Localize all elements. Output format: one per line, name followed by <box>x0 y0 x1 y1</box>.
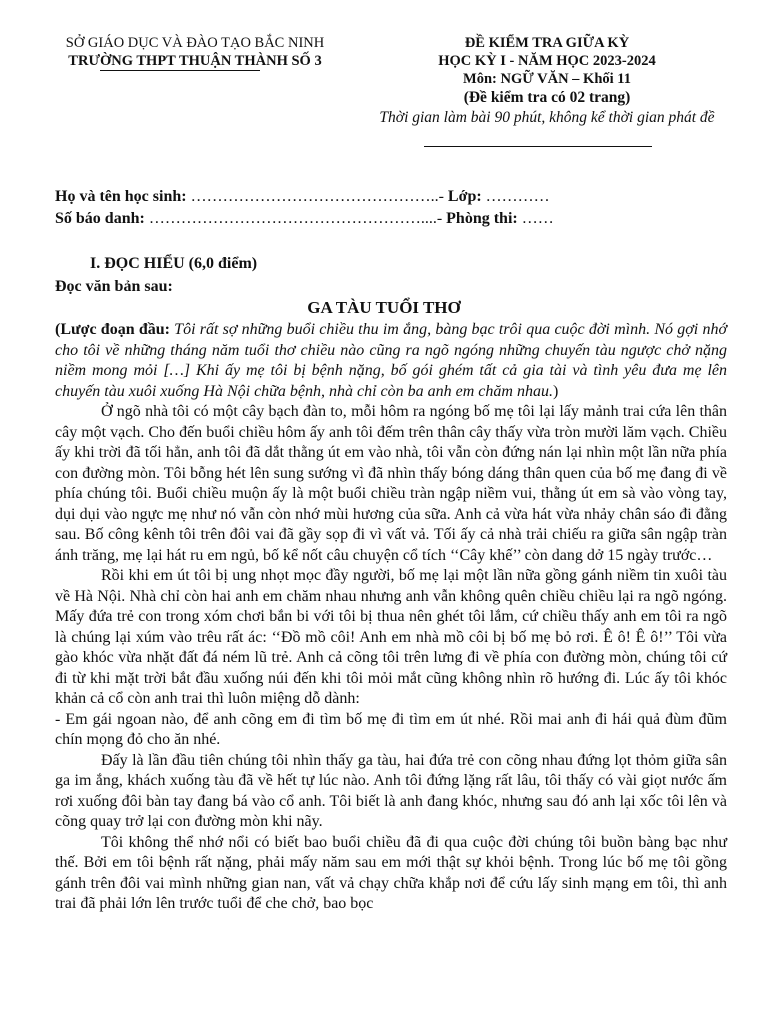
paragraph-3: - Em gái ngoan nào, để anh cõng em đi tìm bố mẹ đi tìm em út nhé. Rồi mai anh đi hái quả đùm đũm chín mọng đỏ cho ăn nhé. <box>55 710 727 748</box>
story-body <box>55 320 727 915</box>
exam-subject: Môn: NGỮ VĂN – Khối 11 <box>463 71 631 87</box>
paragraph-5: Tôi không thể nhớ nổi có biết bao buổi chiều đã đi qua cuộc đời chúng tôi buồn bàng bạc như thế. Bởi em tôi bệnh rất nặng, phải mấy năm sau em mới thật sự khỏi bệnh. Trong lúc bố mẹ tôi gồng gánh trên đôi vai mình những gian nan, vất vả chạy chữa khắp nơi để cứu lấy sinh mạng em tôi, thì anh trai đã phải lớn lên trước tuổi để che chở, bao bọc <box>55 833 727 912</box>
id-field: ……………………………………………....- <box>144 210 447 227</box>
student-id-line <box>55 210 735 228</box>
department-name: SỞ GIÁO DỤC VÀ ĐÀO TẠO BẮC NINH <box>65 35 325 51</box>
name-label: Họ và tên học sinh: <box>55 188 187 205</box>
lead-label: Lược đoạn đầu: <box>60 321 170 338</box>
read-instruction: Đọc văn bản sau: <box>55 278 173 295</box>
pages-note: (Đề kiểm tra có 02 trang) <box>463 89 631 106</box>
class-label: Lớp: <box>447 188 482 205</box>
time-note: Thời gian làm bài 90 phút, không kể thời gian phát đề <box>379 109 715 126</box>
class-field: ………… <box>481 188 550 205</box>
student-name-line <box>55 188 735 206</box>
paragraph-4: Đấy là lần đầu tiên chúng tôi nhìn thấy ga tàu, hai đứa trẻ con cõng nhau đứng lọt thỏm giữa sân ga im ắng, khách xuống tàu đã về hết tự lúc nào. Anh tôi đứng lặng rất lâu, tôi thấy có vài giọt nước ấm rơi xuống đôi bàn tay đang bá vào cổ anh. Tôi biết là anh đang khóc, nhưng sau đó anh lại xốc tôi lên và cõng quay trở lại con đường mòn khi nãy. <box>55 751 727 830</box>
school-name: TRƯỜNG THPT THUẬN THÀNH SỐ 3 <box>68 53 322 69</box>
header-left <box>30 34 360 70</box>
room-label: Phòng thi: <box>446 210 518 227</box>
room-field: …… <box>517 210 554 227</box>
header-right <box>360 34 734 128</box>
time-underline <box>424 146 652 147</box>
exam-title: ĐỀ KIỂM TRA GIỮA KỲ <box>464 35 630 51</box>
lead-close: ) <box>552 382 559 400</box>
exam-term: HỌC KỲ I - NĂM HỌC 2023-2024 <box>438 53 656 69</box>
section-title: I. ĐỌC HIỂU (6,0 điểm) <box>90 255 258 272</box>
lead-text: Tôi rất sợ những buổi chiều thu im ắng, bàng bạc trôi qua cuộc đời mình. Nó gợi nhớ cho tôi về những tháng năm tuổi thơ chiều nào cũng ra ngõ ngóng những chuyến tàu ngược chở nặng niềm mong mỏi […] Khi ấy mẹ tôi bị bệnh nặng, bố gói ghém tất cả gia tài và tình yêu đưa mẹ lên chuyến tàu xuôi xuống Hà Nội chữa bệnh, nhà chỉ còn ba anh em chăm nhau. <box>55 321 727 400</box>
lead-paragraph <box>55 320 727 402</box>
lead-open: ( <box>55 321 61 338</box>
name-field: ………………………………………..- <box>186 188 448 205</box>
paragraph-2: Rồi khi em út tôi bị ung nhọt mọc đầy người, bố mẹ lại một lần nữa gồng gánh niềm tin xuôi tàu về Hà Nội. Nhà chỉ còn hai anh em chăm nhau nhưng anh vẫn không quên chiều chiều lại ra ngõ ngóng. Mấy đứa trẻ con trong xóm chơi bắn bi với tôi bị thua nên ghét tôi lắm, cứ chiều thấy anh em tôi ra ngõ là chúng lại xúm vào trêu rất ác: ‘‘Đồ mồ côi! Anh em nhà mồ côi bị bố mẹ bỏ rơi. Ê ô! Ê ô!’’ Tôi vừa gào khóc vừa nhặt đất đá ném lũ trẻ. Anh cả cõng tôi trên lưng đi về phía con đường mòn, chúng tôi cứ đi từ khi mặt trời bắt đầu xuống núi đến khi tôi mỏi mắt cũng không nhìn rõ hướng đi. Lúc ấy tôi khóc khản cả cổ còn anh trai thì luôn miệng dỗ dành: <box>55 567 727 707</box>
school-underline <box>100 70 260 71</box>
id-label: Số báo danh: <box>55 210 145 227</box>
story-title: GA TÀU TUỔI THƠ <box>307 298 461 317</box>
paragraph-1: Ở ngõ nhà tôi có một cây bạch đàn to, mỗi hôm ra ngóng bố mẹ tôi lại lấy mảnh trai cứa lên thân cây một vạch. Cho đến buổi chiều hôm ấy anh tôi đếm trên thân cây thấy vừa tròn mười lăm vạch. Chiều ấy khi trời đã tối hẳn, anh tôi đã dắt thằng út em vào nhà, tôi vẫn còn đứng nán lại nhìn một lần nữa phía con đường mòn. Tôi bỗng hét lên sung sướng vì đã nhìn thấy bóng dáng thân quen của bố mẹ đang đi về phía chúng tôi. Buổi chiều muộn ấy là một buổi chiều tràn ngập niềm vui, thằng út em sà vào vòng tay, dụi dụi vào ngực mẹ như nó vẫn còn nhớ mùi hương của sữa. Anh cả vừa hát vừa nhảy chân sáo đi đằng sau. Bố công kênh tôi trên đôi vai đã gầy sọp đi vì vất vả. Tối ấy cả nhà trải chiếu ra giữa sân ngập tràn ánh trăng, mẹ lại hát ru em ngủ, bố kể nốt câu chuyện cổ tích ‘‘Cây khế’’ còn dang dở 15 ngày trước… <box>55 403 727 564</box>
